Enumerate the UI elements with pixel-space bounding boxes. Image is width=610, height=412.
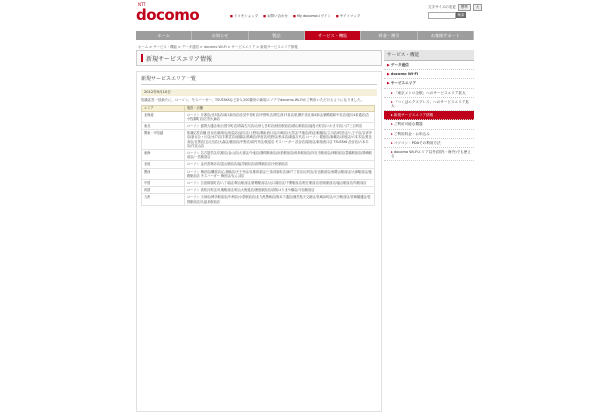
area-cell: 関東・甲信越 (142, 130, 185, 150)
table-row (142, 161, 375, 168)
page-wrapper (136, 0, 480, 204)
area-cell: 中国 (142, 180, 185, 187)
font-size-control (428, 4, 482, 11)
sidebar-item-metro-expansion[interactable]: ▸「東京メトロ全駅」へのサービスエリア拡大 (384, 89, 474, 98)
shops-cell: ローソン 天神店/博多駅前店/中洲店/小倉駅前店/北九州黒崎店/熊本下通店/鹿児島天文館店/長崎浜町店/大分駅前店/宮崎橘通店/佐賀駅前店/久留米駅前店 (185, 194, 375, 205)
page-title: 新規サービスエリア情報 (146, 56, 213, 63)
area-cell: 関西 (142, 168, 185, 179)
column-header-shops: 施設・店舗 (185, 106, 375, 111)
announcement-date: 2012年9月10日 (141, 89, 377, 96)
sidebar-item-service-area[interactable]: ▶サービスエリア (384, 79, 474, 88)
sidebar-item-devices[interactable]: ▸ご利用可能な機器 (384, 120, 474, 129)
header (136, 0, 480, 30)
sidebar-item-pricing[interactable]: ▸ご利用料金・お申込み (384, 130, 474, 139)
link-docomo-shop[interactable]: ■ ドコモショップ (230, 14, 258, 19)
area-list-section (136, 71, 382, 412)
shops-cell: ローソン 広島紙屋町店/八丁堀店/岡山駅前店/倉敷駅前店/山口湯田店/下関駅前店/松江駅前店/鳥取駅前店/福山駅前店/呉駅前店 (185, 180, 375, 187)
table-row (142, 130, 375, 150)
area-cell: 北海道 (142, 111, 185, 122)
link-my-docomo-login[interactable]: ■ My docomoログイン (293, 14, 331, 19)
font-size-standard-button[interactable]: 標準 (458, 4, 471, 11)
sidebar-item-outside-area[interactable]: ▸docomo Wi-Fiエリア以外(国内・海外)でも使える (384, 148, 474, 161)
table-row (142, 194, 375, 205)
area-cell: 九州 (142, 194, 185, 205)
font-size-label: 文字サイズの変更 (428, 5, 456, 9)
shops-cell: ローソン 高松瓦町店/丸亀駅前店/松山大街道店/徳島駅前店/高知はりまや橋店/今治駅前店 (185, 187, 375, 194)
page-title-box (136, 50, 382, 66)
area-cell: 四国 (142, 187, 185, 194)
sidebar (384, 50, 474, 161)
table-row (142, 168, 375, 179)
sidebar-item-tsukuba-expansion[interactable]: ▸「つくばエクスプレス」へのサービスエリア拡大 (384, 98, 474, 111)
sidebar-item-data-communication[interactable]: ▶データ通信 (384, 61, 474, 70)
arrow-icon: ▶ (387, 72, 390, 77)
area-table (141, 105, 375, 205)
global-nav (136, 31, 474, 40)
column-header-area: エリア (142, 106, 185, 111)
lead-text: 知識応答一括新たに、ローソン、モスバーガー、TSUTAYAなど計1,200箇所の新規エリアでdocomo Wi-Fiがご利用いただけるようになりました。 (141, 98, 364, 102)
arrow-icon: ▸ (391, 122, 393, 127)
main-content (136, 50, 382, 412)
section-title: 新規サービスエリア一覧 (141, 75, 377, 85)
sidebar-item-pc-pda[interactable]: ▸パソコン・PDAでの利用方法 (384, 139, 474, 148)
arrow-icon: ▸ (391, 90, 393, 95)
shops-cell: 知識応答店舗 渋谷店/新宿店/池袋店/品川店/上野店/横浜西口店/川崎店/大宮店/千葉店/柏店/船橋店/立川店/町田店/八王子店/吉祥寺店/新百合ヶ丘店/水戸店/宇都宮店/前橋店/高崎店/甲府店/長野店/松本店/新潟万代店 ローソン 銀座店/新橋店/赤坂店/六本木店/恵比寿店/目黒店/五反田店/大森店/蒲田店/中野店/高円寺店/荻窪店 モスバーガー 渋谷店/原宿店/新宿西口店 TSUTAYA 渋谷店/六本木店/代官山店 (185, 130, 375, 150)
arrow-icon: ▸ (391, 140, 393, 145)
shops-cell: ローソン 金沢香林坊店/富山駅前店/福井駅前店/高岡駅前店/小松駅前店 (185, 161, 375, 168)
header-links (230, 14, 360, 19)
docomo-logo[interactable]: docomo (136, 6, 200, 24)
arrow-icon: ▶ (387, 81, 390, 86)
breadcrumb[interactable]: ホーム > サービス・機能 > データ通信 > docomo Wi-Fi > サービスエリア > 新規サービスエリア情報 (138, 45, 298, 49)
arrow-icon: ▸ (391, 99, 393, 104)
sidebar-title: サービス・機能 (384, 50, 474, 61)
arrow-icon: ▸ (391, 131, 393, 136)
table-row (142, 180, 375, 187)
arrow-icon: ▸ (391, 113, 393, 118)
nav-products[interactable]: 製品 (249, 31, 305, 40)
nav-home[interactable]: ホーム (136, 31, 192, 40)
link-contact[interactable]: ■ お問い合わせ (263, 14, 288, 19)
shops-cell: ローソン 名古屋栄店/名駅店/金山店/大須店/今池店/静岡駅南店/浜松駅前店/岐阜駅前店/四日市駅前店/津駅前店/豊橋駅前店/岡崎駅前店/一宮駅前店 (185, 150, 375, 161)
link-sitemap[interactable]: ■ サイトマップ (336, 14, 360, 19)
search-input[interactable] (428, 12, 456, 19)
logo-small-text: NTT (138, 2, 146, 7)
nav-services[interactable]: サービス・機能 (305, 31, 361, 40)
font-size-large-button[interactable]: 大 (473, 4, 483, 11)
table-row (142, 150, 375, 161)
area-cell: 東海 (142, 150, 185, 161)
arrow-icon: ▸ (391, 150, 393, 155)
sidebar-item-docomo-wifi[interactable]: ▶docomo Wi-Fi (384, 70, 474, 79)
sidebar-item-new-area-info[interactable]: ▸新規サービスエリア情報 (384, 111, 474, 120)
shops-cell: ローソン 月寒店/北3条店/南1条西店/北見中央町店/中野町店/帯広西17条店/札幌中央区南4条店/釧路昭和中央店/旭川4条通店/苫小牧錦町店/江別大麻店 (185, 111, 375, 122)
area-cell: 東北 (142, 123, 185, 130)
table-row (142, 111, 375, 122)
nav-news[interactable]: お知らせ (192, 31, 248, 40)
nav-pricing[interactable]: 料金・割引 (361, 31, 417, 40)
area-cell: 北陸 (142, 161, 185, 168)
shops-cell: ローソン 盛岡大通店/仙台国分町店/青森古川店/山形七日町店/秋田駅前店/郡山駅前店/福島大町店/いわき平店/八戸三日町店 (185, 123, 375, 130)
table-row (142, 187, 375, 194)
search-button[interactable]: 検索 (457, 13, 465, 17)
table-row (142, 123, 375, 130)
nav-support[interactable]: お客様サポート (418, 31, 474, 40)
shops-cell: ローソン 梅田店/難波店/心斎橋店/天王寺店/京都四条店/三条河原町店/神戸三宮店/元町店/奈良駅前店/和歌山駅前店/大津駅前店/姫路駅前店 モスバーガー 梅田店/なんば店 (185, 168, 375, 179)
arrow-icon: ▶ (387, 63, 390, 67)
